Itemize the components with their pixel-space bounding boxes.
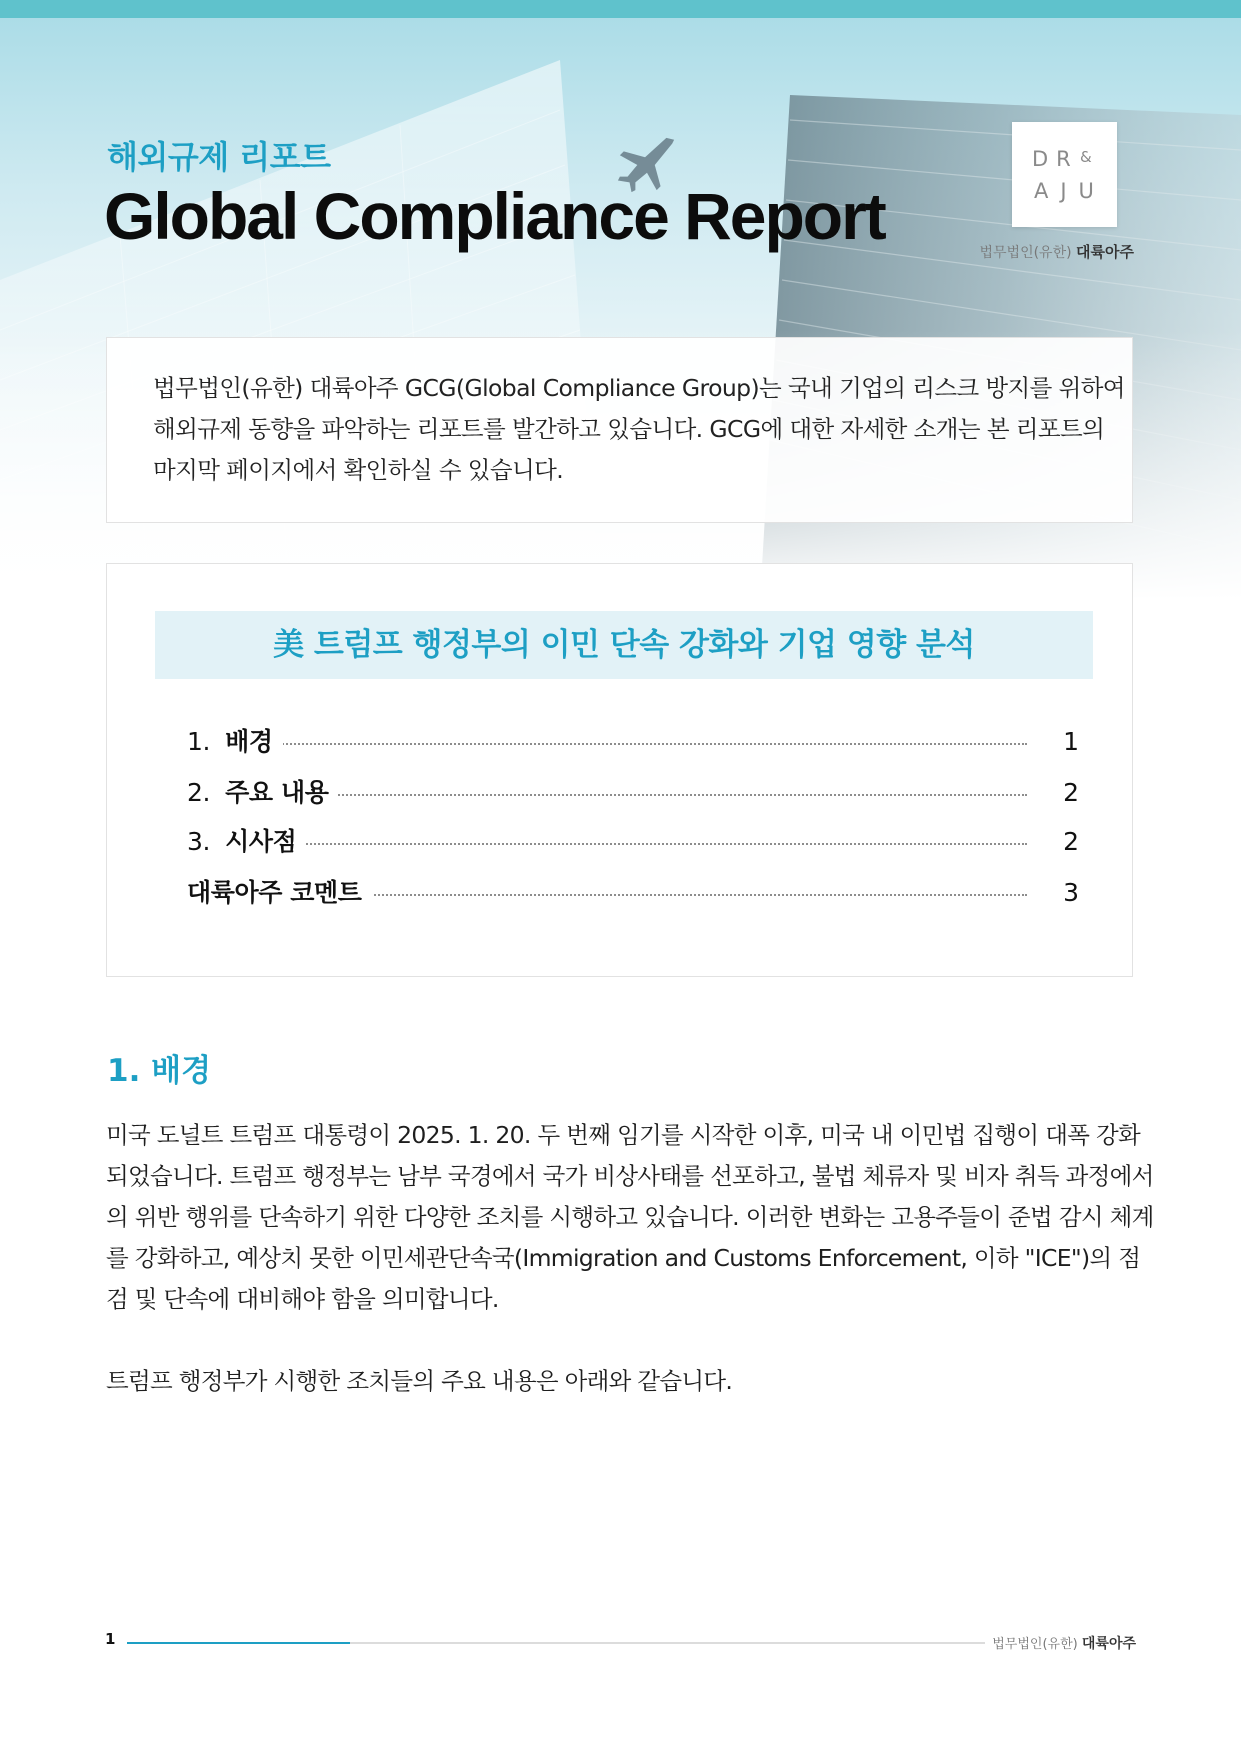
toc-item-label <box>187 875 372 911</box>
logo-text-aju: AJU <box>1034 179 1106 203</box>
toc-item-label <box>187 824 306 860</box>
table-of-contents <box>106 563 1133 977</box>
body-line: 를 강화하고, 예상치 못한 이민세관단속국(Immigration and Customs Enforcement, 이하 "ICE")의 점 <box>106 1244 1141 1272</box>
intro-line: 법무법인(유한) 대륙아주 GCG(Global Compliance Group)는 국내 기업의 리스크 방지를 위하여 <box>153 374 1125 402</box>
firm-prefix: 법무법인(유한) <box>979 245 1072 261</box>
toc-item-label <box>187 775 338 811</box>
intro-text <box>153 368 1125 491</box>
intro-box <box>106 337 1133 523</box>
toc-item-page: 2 <box>1063 778 1079 807</box>
toc-item-page: 1 <box>1063 727 1079 756</box>
firm-logo <box>1012 122 1117 227</box>
body-paragraph: 트럼프 행정부가 시행한 조치들의 주요 내용은 아래와 같습니다. <box>106 1367 733 1395</box>
page-number: 1 <box>105 1630 116 1648</box>
report-kicker: 해외규제 리포트 <box>107 138 331 176</box>
intro-line: 해외규제 동향을 파악하는 리포트를 발간하고 있습니다. GCG에 대한 자세한 소개는 본 리포트의 <box>153 415 1105 443</box>
toc-item-title: 시사점 <box>225 827 297 856</box>
toc-item-number: 2. <box>187 778 211 807</box>
toc-item-title: 주요 내용 <box>225 778 329 807</box>
toc-item-title: 대륙아주 코멘트 <box>187 878 362 907</box>
logo-text-dr: DR <box>1032 147 1079 171</box>
firm-name-caption <box>968 241 1134 262</box>
report-title: Global Compliance Report <box>104 179 885 253</box>
toc-item-number: 3. <box>187 827 211 856</box>
firm-name: 대륙아주 <box>1076 243 1134 261</box>
section-heading: 1. 배경 <box>107 1053 212 1089</box>
toc-item[interactable] <box>187 724 1079 760</box>
toc-leader-dots <box>207 743 1027 745</box>
logo-ampersand: & <box>1080 148 1092 166</box>
footer-firm-name <box>986 1633 1136 1653</box>
toc-item-page: 2 <box>1063 827 1079 856</box>
body-line: 의 위반 행위를 단속하기 위한 다양한 조치를 시행하고 있습니다. 이러한 변화는 고용주들이 준법 감시 체계 <box>106 1203 1154 1231</box>
section-body <box>106 1115 1154 1402</box>
body-line: 되었습니다. 트럼프 행정부는 남부 국경에서 국가 비상사태를 선포하고, 불법 체류자 및 비자 취득 과정에서 <box>106 1162 1154 1190</box>
toc-item[interactable] <box>187 775 1079 811</box>
toc-item[interactable] <box>187 824 1079 860</box>
toc-item-title: 배경 <box>225 727 273 756</box>
airplane-icon <box>616 132 678 194</box>
footer-progress-track <box>127 1642 985 1644</box>
toc-leader-dots <box>207 843 1027 845</box>
toc-item-page: 3 <box>1063 878 1079 907</box>
footer-firm-title: 대륙아주 <box>1081 1636 1136 1652</box>
body-line: 미국 도널트 트럼프 대통령이 2025. 1. 20. 두 번째 임기를 시작한 이후, 미국 내 이민법 집행이 대폭 강화 <box>106 1121 1140 1149</box>
toc-item-label <box>187 724 283 760</box>
footer-firm-prefix: 법무법인(유한) <box>992 1637 1078 1652</box>
intro-line: 마지막 페이지에서 확인하실 수 있습니다. <box>153 456 564 484</box>
body-line: 검 및 단속에 대비해야 함을 의미합니다. <box>106 1285 499 1313</box>
toc-item[interactable] <box>187 875 1079 911</box>
toc-item-number: 1. <box>187 727 211 756</box>
footer-progress-bar <box>127 1642 350 1644</box>
toc-title: 美 트럼프 행정부의 이민 단속 강화와 기업 영향 분석 <box>155 611 1093 679</box>
